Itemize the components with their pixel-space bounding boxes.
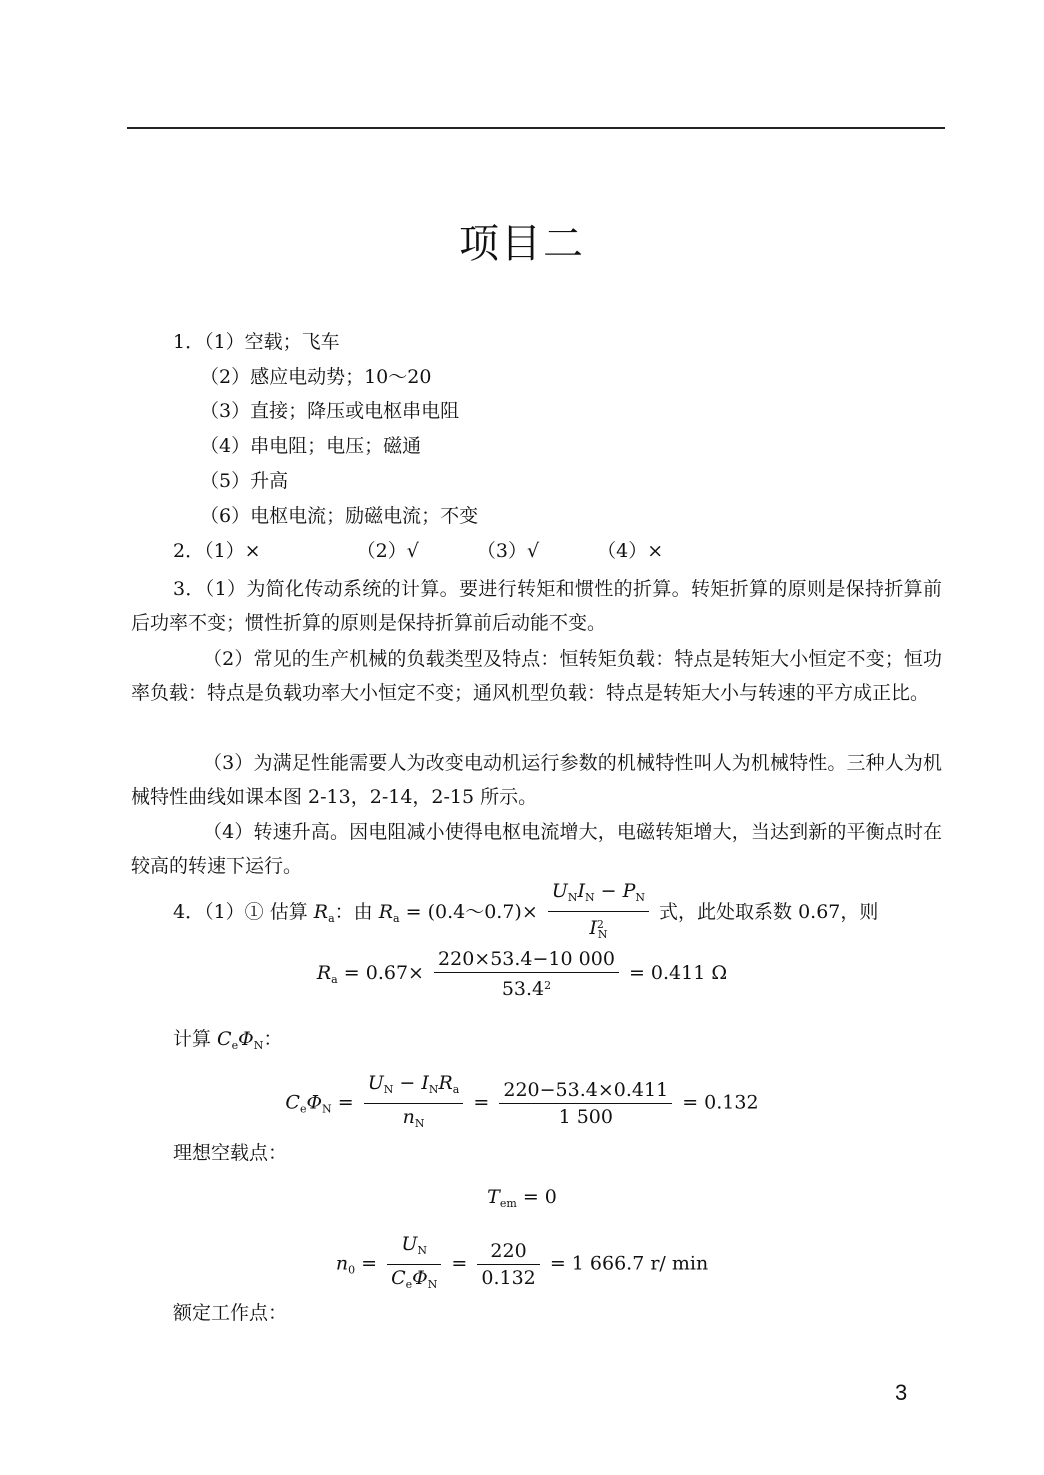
answer-2-4: （4）× [597, 540, 664, 562]
answer-1-3: （3）直接；降压或电枢串电阻 [200, 400, 460, 422]
ra-estimate-fraction: $\frac{U_NI_N - P_N}{I^2_N}$ [548, 880, 649, 946]
ce-phi-equation: $C_e\Phi_N$ = $\frac{U_N - I_NR_a}{n_N}$ = $\frac{220-53.4\times 0.411}{1 500}$ = 0.132 [285, 1072, 759, 1130]
page-title: 项目二 [459, 221, 585, 267]
answer-2-3: （3）√ [476, 540, 540, 562]
answer-1-4: （4）串电阻；电压；磁通 [200, 435, 422, 457]
answer-3-2: （2）常见的生产机械的负载类型及特点：恒转矩负载：特点是转矩大小恒定不变；恒功率负载：特点是负载功率大小恒定不变；通风机型负载：特点是转矩大小与转速的平方成正比。 [131, 648, 942, 704]
n0-equation: $n_0$ = $\frac{U_N}{C_e\Phi_N}$ = $\frac{220}{0.132}$ = 1 666.7 r/ min [335, 1233, 709, 1291]
answer-1-6: （6）电枢电流；励磁电流；不变 [200, 505, 479, 527]
answer-3-3: （3）为满足性能需要人为改变电动机运行参数的机械特性叫人为机械特性。三种人为机械特性曲线如课本图 2-13，2-14，2-15 所示。 [131, 752, 942, 808]
tem-equation: $T_{em} = 0$ [487, 1186, 557, 1210]
answer-1-2: （2）感应电动势；10～20 [200, 366, 432, 388]
header-rule [127, 127, 945, 129]
answer-2-2: （2）√ [356, 540, 419, 562]
rated-point-label: 额定工作点： [173, 1302, 288, 1324]
ra-value-equation: $R_a = 0.67\times$ $\frac{220\times 53.4-10 000}{53.4^2}$ = 0.411 Ω [316, 948, 728, 1000]
answer-3-4: （4）转速升高。因电阻减小使得电枢电流增大，电磁转矩增大，当达到新的平衡点时在较高的转速下运行。 [131, 821, 942, 877]
calc-ce-label: 计算 $C_e\Phi_N$： [173, 1028, 283, 1052]
answer-4-intro: 4．（1）① 估算 $R_a$：由 $R_a$ = (0.4～0.7)× $\frac{U_NI_N - P_N}{I^2_N}$ 式，此处取系数 0.67，则 [173, 880, 878, 947]
answer-2-1: 2．（1）× [173, 540, 261, 562]
answer-3-1: 3．（1）为简化传动系统的计算。要进行转矩和惯性的折算。转矩折算的原则是保持折算前后功率不变；惯性折算的原则是保持折算前后动能不变。 [131, 578, 942, 634]
page-number: 3 [895, 1380, 908, 1405]
answer-2-row [173, 538, 663, 564]
ideal-no-load-label: 理想空载点： [173, 1142, 288, 1164]
answer-1-5: （5）升高 [200, 470, 289, 492]
answer-1-1: 1．（1）空载；飞车 [173, 331, 340, 353]
